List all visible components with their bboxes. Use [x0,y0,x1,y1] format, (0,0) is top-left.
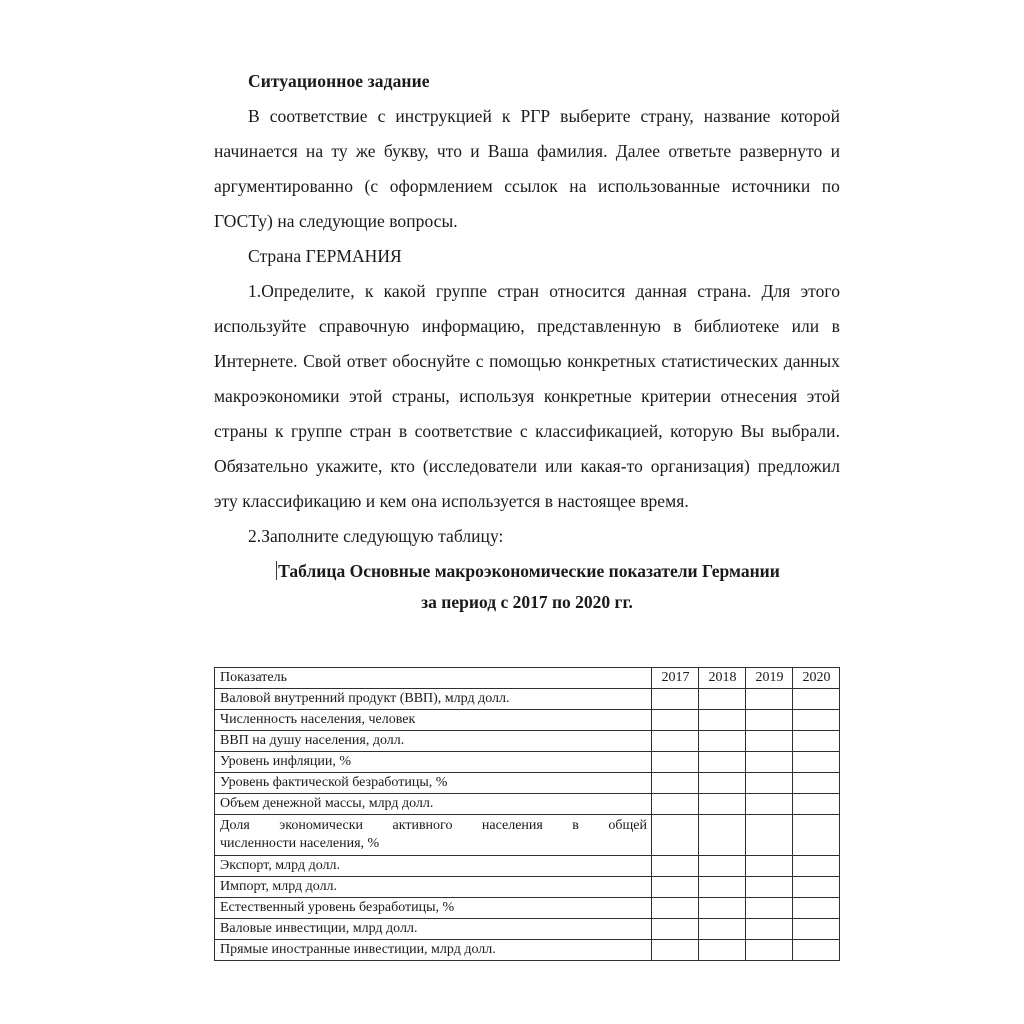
value-cell-2020[interactable] [793,877,840,898]
indicator-label: Валовые инвестиции, млрд долл. [215,919,652,940]
indicator-label-line-2: численности населения, % [220,836,380,851]
table-row [215,919,840,940]
table-row [215,773,840,794]
value-cell-2017[interactable] [652,794,699,815]
table-row [215,689,840,710]
value-cell-2020[interactable] [793,856,840,877]
table-row [215,794,840,815]
indicator-label: Уровень фактической безработицы, % [215,773,652,794]
value-cell-2019[interactable] [746,794,793,815]
value-cell-2017[interactable] [652,898,699,919]
value-cell-2017[interactable] [652,856,699,877]
paragraph-instructions: В соответствие с инструкцией к РГР выберите страну, название которой начинается на ту же букву, что и Ваша фамилия. Далее ответьте развернуто и аргументированно (с оформлением ссылок на использованные источники по ГОСТу) на следующие вопросы. [214,106,840,231]
value-cell-2019[interactable] [746,752,793,773]
table-row [215,898,840,919]
value-cell-2018[interactable] [699,773,746,794]
indicator-label: ВВП на душу населения, долл. [215,731,652,752]
table-row [215,710,840,731]
value-cell-2018[interactable] [699,689,746,710]
table-row [215,815,840,856]
value-cell-2019[interactable] [746,710,793,731]
table-row [215,731,840,752]
value-cell-2017[interactable] [652,731,699,752]
table-row [215,856,840,877]
value-cell-2020[interactable] [793,752,840,773]
indicator-label: Экспорт, млрд долл. [215,856,652,877]
table-caption-line-1 [214,556,840,587]
paragraph-question-2: 2.Заполните следующую таблицу: [248,526,504,546]
indicator-label: Естественный уровень безработицы, % [215,898,652,919]
value-cell-2020[interactable] [793,919,840,940]
macro-indicators-table [214,667,840,961]
macro-indicators-table-wrapper [214,667,840,961]
column-header-2020: 2020 [793,668,840,689]
value-cell-2017[interactable] [652,773,699,794]
value-cell-2018[interactable] [699,752,746,773]
value-cell-2018[interactable] [699,856,746,877]
value-cell-2020[interactable] [793,815,840,856]
indicator-label: Прямые иностранные инвестиции, млрд долл. [215,940,652,961]
document-page [214,0,840,1024]
table-header-row [215,668,840,689]
value-cell-2017[interactable] [652,940,699,961]
value-cell-2019[interactable] [746,877,793,898]
value-cell-2018[interactable] [699,898,746,919]
value-cell-2020[interactable] [793,689,840,710]
table-body [215,689,840,961]
value-cell-2019[interactable] [746,898,793,919]
value-cell-2017[interactable] [652,710,699,731]
indicator-label: Импорт, млрд долл. [215,877,652,898]
value-cell-2019[interactable] [746,731,793,752]
value-cell-2019[interactable] [746,773,793,794]
value-cell-2017[interactable] [652,689,699,710]
value-cell-2018[interactable] [699,940,746,961]
column-header-2019: 2019 [746,668,793,689]
table-row [215,752,840,773]
value-cell-2020[interactable] [793,794,840,815]
indicator-label: Уровень инфляции, % [215,752,652,773]
table-row [215,940,840,961]
value-cell-2018[interactable] [699,710,746,731]
table-header [215,668,840,689]
indicator-label [215,815,652,856]
value-cell-2020[interactable] [793,940,840,961]
paragraph-country: Страна ГЕРМАНИЯ [248,246,402,266]
value-cell-2017[interactable] [652,877,699,898]
indicator-label: Численность населения, человек [215,710,652,731]
page-title: Ситуационное задание [248,71,430,91]
column-header-2017: 2017 [652,668,699,689]
column-header-2018: 2018 [699,668,746,689]
indicator-label: Валовой внутренний продукт (ВВП), млрд долл. [215,689,652,710]
value-cell-2020[interactable] [793,898,840,919]
column-header-indicator: Показатель [215,668,652,689]
table-caption [214,554,840,618]
value-cell-2017[interactable] [652,815,699,856]
indicator-label: Объем денежной массы, млрд долл. [215,794,652,815]
value-cell-2019[interactable] [746,815,793,856]
value-cell-2020[interactable] [793,773,840,794]
paragraph-question-1: 1.Определите, к какой группе стран относится данная страна. Для этого используйте справочную информацию, представленную в библиотеке или в Интернете. Свой ответ обоснуйте с помощью конкретных статистических данных макроэкономики этой страны, используя конкретные критерии отнесения этой страны к группе стран в соответствие с классификацией, которую Вы выбрали. Обязательно укажите, кто (исследователи или какая-то организация) предложил эту классификацию и кем она используется в настоящее время. [214,281,840,511]
indicator-label-line-1: Доля экономически активного населения в общей [220,818,647,833]
value-cell-2018[interactable] [699,877,746,898]
value-cell-2019[interactable] [746,919,793,940]
value-cell-2018[interactable] [699,815,746,856]
value-cell-2018[interactable] [699,794,746,815]
value-cell-2019[interactable] [746,856,793,877]
table-caption-line-1-text: Таблица Основные макроэкономические показатели Германии [278,561,780,581]
value-cell-2018[interactable] [699,919,746,940]
value-cell-2019[interactable] [746,940,793,961]
value-cell-2020[interactable] [793,710,840,731]
value-cell-2020[interactable] [793,731,840,752]
value-cell-2017[interactable] [652,919,699,940]
value-cell-2018[interactable] [699,731,746,752]
table-row [215,877,840,898]
value-cell-2017[interactable] [652,752,699,773]
table-caption-line-2: за период с 2017 по 2020 гг. [421,592,633,612]
value-cell-2019[interactable] [746,689,793,710]
